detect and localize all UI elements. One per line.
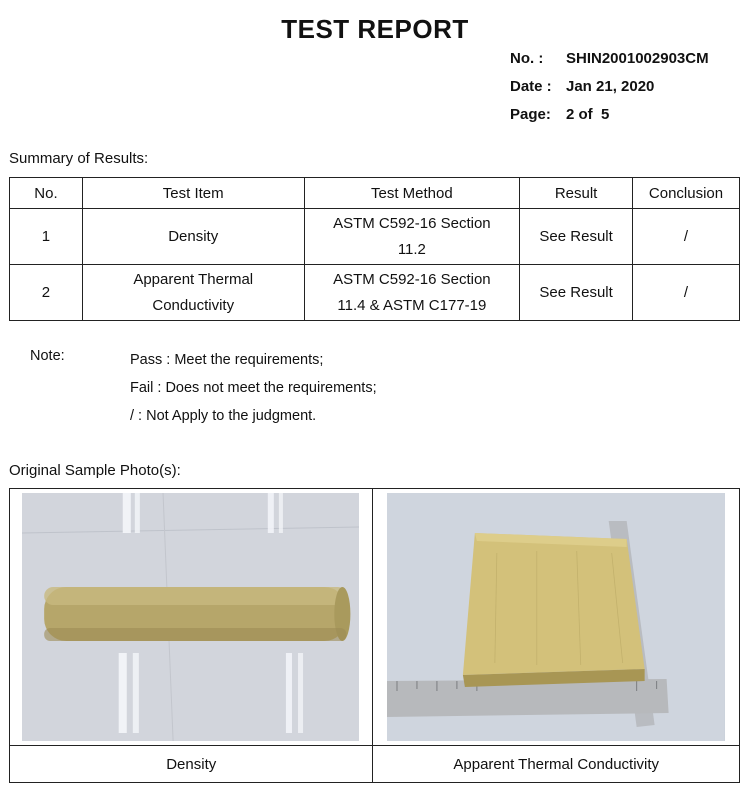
method-line-1: ASTM C592-16 Section <box>333 214 491 232</box>
method-line-1: ASTM C592-16 Section <box>333 270 491 288</box>
cell-no: 1 <box>10 209 83 265</box>
cell-conclusion: / <box>633 209 740 265</box>
photo-caption-thermal: Apparent Thermal Conductivity <box>373 746 740 783</box>
method-line-2: 11.4 & ASTM C177-19 <box>337 296 487 314</box>
item-line-2: Conductivity <box>152 296 235 314</box>
method-line-2: 11.2 <box>397 240 426 258</box>
photo-cell-density <box>10 489 373 746</box>
col-header-conclusion: Conclusion <box>633 178 740 209</box>
photo-caption-density: Density <box>10 746 373 783</box>
note-label: Note: <box>30 348 65 364</box>
report-number-row <box>510 50 709 78</box>
col-header-test-method: Test Method <box>304 178 520 209</box>
cell-test-method <box>304 265 520 321</box>
cell-no: 2 <box>10 265 83 321</box>
cell-test-item: Density <box>82 209 304 265</box>
report-meta <box>510 50 709 134</box>
cell-result: See Result <box>520 265 633 321</box>
col-header-test-item: Test Item <box>82 178 304 209</box>
report-page-label: Page: <box>510 106 551 123</box>
note-line-not-apply: / : Not Apply to the judgment. <box>130 408 317 424</box>
report-number-label: No. : <box>510 50 544 67</box>
summary-header-row <box>10 178 740 209</box>
report-title: TEST REPORT <box>281 14 469 44</box>
thermal-sample-photo <box>387 493 725 741</box>
photo-cell-thermal <box>373 489 740 746</box>
insulation-board-image <box>387 493 725 741</box>
report-date-row <box>510 78 709 106</box>
photos-heading: Original Sample Photo(s): <box>9 462 181 479</box>
table-row <box>10 265 740 321</box>
col-header-no: No. <box>10 178 83 209</box>
report-page-row <box>510 106 709 134</box>
density-sample-photo <box>22 493 359 741</box>
report-number-value: SHIN2001002903CM <box>566 50 709 67</box>
report-date-label: Date : <box>510 78 552 95</box>
cell-test-item <box>82 265 304 321</box>
cell-conclusion: / <box>633 265 740 321</box>
note-line-pass: Pass : Meet the requirements; <box>130 352 324 368</box>
cell-result: See Result <box>520 209 633 265</box>
summary-heading: Summary of Results: <box>9 150 149 167</box>
table-row <box>10 209 740 265</box>
photos-table <box>9 488 740 783</box>
col-header-result: Result <box>520 178 633 209</box>
report-page-value: 2 of 5 <box>566 106 610 123</box>
cell-test-method <box>304 209 520 265</box>
insulation-pipe-image <box>22 493 359 741</box>
item-line-1: Apparent Thermal <box>133 270 254 288</box>
report-date-value: Jan 21, 2020 <box>566 78 655 95</box>
summary-table <box>9 177 740 321</box>
note-line-fail: Fail : Does not meet the requirements; <box>130 380 377 396</box>
